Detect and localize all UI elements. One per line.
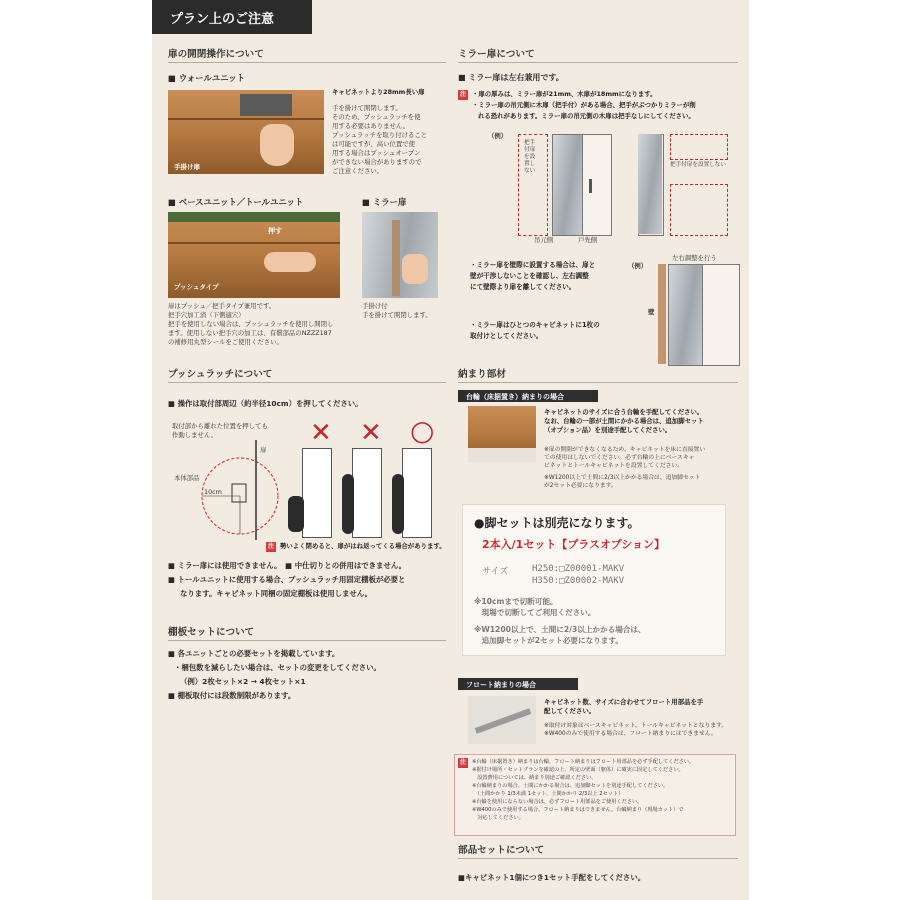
mirror-door-figure-3 bbox=[668, 264, 704, 366]
mirror-door-text: 手掛け付 手を掛けて開閉します。 bbox=[362, 302, 432, 319]
latch-diagram-note: 取付部から離れた位置を押しても 作動しません。 bbox=[172, 422, 268, 439]
float-note: ※取付け対象はベースキャビネット、トールキャビネットとなります。 ※W400のみで使用する場合は、フロート納まりにはできません。 bbox=[544, 723, 728, 737]
door-section-title: 扉の開閉操作について bbox=[168, 49, 264, 60]
shelf-line-3: （例）2枚セット×2 → 4枚セット×1 bbox=[180, 677, 306, 686]
dimension-label: 10cm bbox=[204, 488, 222, 496]
leg-note-1: ※10cmまで切断可能。 現場で切断してご利用ください。 bbox=[474, 597, 596, 617]
divider bbox=[168, 640, 446, 641]
wall-unit-photo bbox=[168, 90, 324, 174]
hinge-left-label: 吊元側 bbox=[534, 236, 554, 244]
person-figure bbox=[288, 496, 304, 532]
person-figure bbox=[392, 474, 404, 534]
no-handle-zone-2 bbox=[670, 134, 728, 160]
notes-badge: 注 bbox=[459, 759, 466, 766]
float-text: キャビネット数、サイズに合わせてフロート用部品を手 配してください。 bbox=[544, 698, 704, 715]
caution-text: 勢いよく閉めると、扉がはね返ってくる場合があります。 bbox=[280, 542, 446, 550]
mirror-door-figure bbox=[552, 134, 584, 236]
mirror-text-1: ・ミラー扉を壁際に設置する場合は、扉と 壁が干渉しないことを確認し、左右調整 にて壁際より扉を離してください。 bbox=[470, 261, 596, 291]
divider bbox=[458, 858, 738, 859]
divider bbox=[458, 62, 738, 63]
base-unit-text: 扉はプッシュ／把手タイプ兼用です。 把手穴加工済（下側適穴） 把手を使用しない場合は、プッシュラッチを使用し開閉し ます。使用しない把手穴の加工は、有償部品のNZZZ187 の補修用丸型シールをご使用ください。 bbox=[168, 302, 334, 346]
plinth-bar: 台輪（床据置き）納まりの場合 bbox=[458, 390, 598, 402]
hand-illustration bbox=[260, 124, 294, 166]
document-page bbox=[152, 0, 749, 900]
page-title: プラン上のご注意 bbox=[170, 12, 275, 27]
shelf-set-title: 棚板セットについて bbox=[168, 627, 255, 638]
shelf-line-2: ・梱包数を減らしたい場合は、セットの変更をしてください。 bbox=[174, 663, 381, 672]
latch-bullet-1: ■ ミラー扉には使用できません。 ■ 中仕切りとの併用はできません。 bbox=[168, 561, 407, 570]
parts-section-title: 部品セットについて bbox=[458, 845, 545, 856]
latch-bullet-2b: なります。キャビネット同梱の固定棚板は使用しません。 bbox=[180, 589, 373, 598]
hinge-right-label: 戸先側 bbox=[578, 236, 598, 244]
leg-title: ●脚セットは別売になります。 bbox=[474, 516, 640, 530]
plinth-note-2: ※W1200以上で土間に2/3以上かかる場合は、追加脚セット が2セット必要になります。 bbox=[544, 475, 701, 489]
door-label: 扉 bbox=[260, 446, 267, 454]
hand-illustration bbox=[264, 252, 316, 272]
wall-label: 壁 bbox=[648, 308, 655, 316]
plinth-note-1: ※扉の開閉ができなくなるため、キャビネットを床に直接置い ての使用はしないでください。必ず台輪の上にベースキャ ビネットとトールキャビネットを設置してください。 bbox=[544, 447, 706, 469]
mirror-door-heading: ■ ミラー扉 bbox=[362, 197, 407, 207]
divider bbox=[458, 382, 738, 383]
tall-cabinet-figure-2 bbox=[352, 448, 382, 538]
latch-radius-diagram bbox=[172, 440, 282, 540]
mirror-note-1: ・扉の厚みは、ミラー扉が21mm、木扉が18mmになります。 bbox=[472, 90, 657, 98]
person-figure bbox=[342, 474, 354, 534]
tall-cabinet-figure-3 bbox=[402, 448, 432, 538]
mirror-note-3: れる恐れがあります。ミラー扉の吊元側の木扉は把手なしにしてください。 bbox=[478, 112, 695, 120]
wall-photo-label: 手掛け扉 bbox=[174, 163, 200, 171]
mirror-lead: ■ ミラー扉は左右兼用です。 bbox=[458, 73, 564, 82]
finish-section-title: 納まり部材 bbox=[458, 369, 506, 380]
wall-text: 手を掛けて開閉します。 そのため、プッシュラッチを使 用する必要はありません。 プッシュラッチを取り付けること は可能ですが、高い位置で使 用する場合はプッシュオープン ができない場合がありますので ご注意ください。 bbox=[332, 104, 428, 175]
plinth-photo bbox=[468, 406, 536, 462]
no-handle-label-1: 把手付扉を設置しない bbox=[524, 140, 536, 174]
shelf-line-1: ■ 各ユニットごとの必要セットを掲載しています。 bbox=[168, 649, 340, 658]
tall-cabinet-figure-1 bbox=[302, 448, 332, 538]
example-label-2: （例） bbox=[628, 262, 648, 270]
no-handle-label-2: 把手付扉を設置しない bbox=[670, 162, 726, 168]
wall-unit-heading: ■ ウォールユニット bbox=[168, 73, 246, 83]
wood-door-figure bbox=[582, 134, 612, 236]
mirror-section-title: ミラー扉について bbox=[458, 49, 535, 60]
notes-text: ※台輪（床据置き）納まりは台輪、フロート納まりはフロート用部品を必ず手配してください。 ※据付け場所・セットプランを確認の上、所定の壁面（躯体）に確実に固定してください。 設置費用については、納まり別途ご確認ください。 ※台輪納まりの場合、土間にかかる場合は、追加脚セットを別途手配してください。 （土間かかり 1/3未満 1セット、土間かかり 2/3以上 2セット） ※台輪を使用にならない場合は、必ずフロート用部品をご使用ください。 ※W400のみで使用する場合、フロート納まりはできません。台輪納まり（現場カット）で 対応してください。 bbox=[472, 759, 695, 821]
part-label: 本体部品 bbox=[174, 474, 200, 482]
float-bar: フロート納まりの場合 bbox=[458, 678, 578, 690]
leg-note-2: ※W1200以上で、土間に2/3以上かかる場合は、 追加脚セットが2セット必要になります。 bbox=[474, 625, 646, 645]
divider bbox=[168, 62, 446, 63]
push-label: 押す bbox=[268, 227, 282, 235]
mirror-note-2: ・ミラー扉の吊元側に木扉（把手付）がある場合、把手がぶつかりミラーが削 bbox=[472, 101, 696, 109]
push-type-label: プッシュタイプ bbox=[174, 283, 219, 291]
adjust-label: 左右調整を行う bbox=[672, 254, 717, 262]
mirror-text-2: ・ミラー扉はひとつのキャビネットに1枚の 取付けとしてください。 bbox=[470, 321, 600, 340]
base-unit-photo bbox=[168, 212, 340, 298]
example-label: （例） bbox=[488, 132, 508, 140]
size-2: H350:□Z00002-MAKV bbox=[532, 576, 625, 586]
plinth-text: キャビネットのサイズに合う台輪を手配してください。 なお、台輪の一部が土間にかかる場合は、追加脚セット （オプション品）を別途手配してください。 bbox=[544, 408, 704, 434]
wall-figure bbox=[658, 264, 666, 364]
mirror-door-photo bbox=[362, 212, 438, 298]
leg-price: 2本入/1セット【プラスオプション】 bbox=[482, 538, 666, 551]
size-1: H250:□Z00001-MAKV bbox=[532, 564, 625, 574]
base-unit-heading: ■ ベースユニット／トールユニット bbox=[168, 197, 304, 207]
divider bbox=[168, 382, 446, 383]
wall-note: キャビネットより28mm長い扉 bbox=[332, 88, 425, 96]
door-handle-strip bbox=[392, 220, 400, 296]
size-label: サイズ bbox=[482, 567, 509, 577]
wood-door-figure-3 bbox=[702, 264, 740, 366]
header-bar bbox=[152, 0, 312, 34]
ok-mark: ○ bbox=[410, 414, 435, 447]
caution-badge: 注 bbox=[267, 543, 274, 550]
latch-bullet-2: ■ トールユニットに使用する場合、プッシュラッチ用固定棚板が必要と bbox=[168, 575, 406, 584]
shelf-line-4: ■ 棚板取付には段数制限があります。 bbox=[168, 691, 296, 700]
hand-illustration bbox=[402, 254, 428, 284]
push-latch-title: プッシュラッチについて bbox=[168, 369, 273, 380]
push-latch-lead: ■ 操作は取付部周辺（約半径10cm）を押してください。 bbox=[168, 399, 363, 408]
note-badge: 注 bbox=[459, 91, 466, 98]
ng-mark-1: ✕ bbox=[310, 418, 332, 448]
ng-mark-2: ✕ bbox=[360, 418, 382, 448]
float-part-photo bbox=[468, 696, 536, 744]
parts-line: ■キャビネット1個につき1セット手配をしてください。 bbox=[458, 873, 646, 882]
